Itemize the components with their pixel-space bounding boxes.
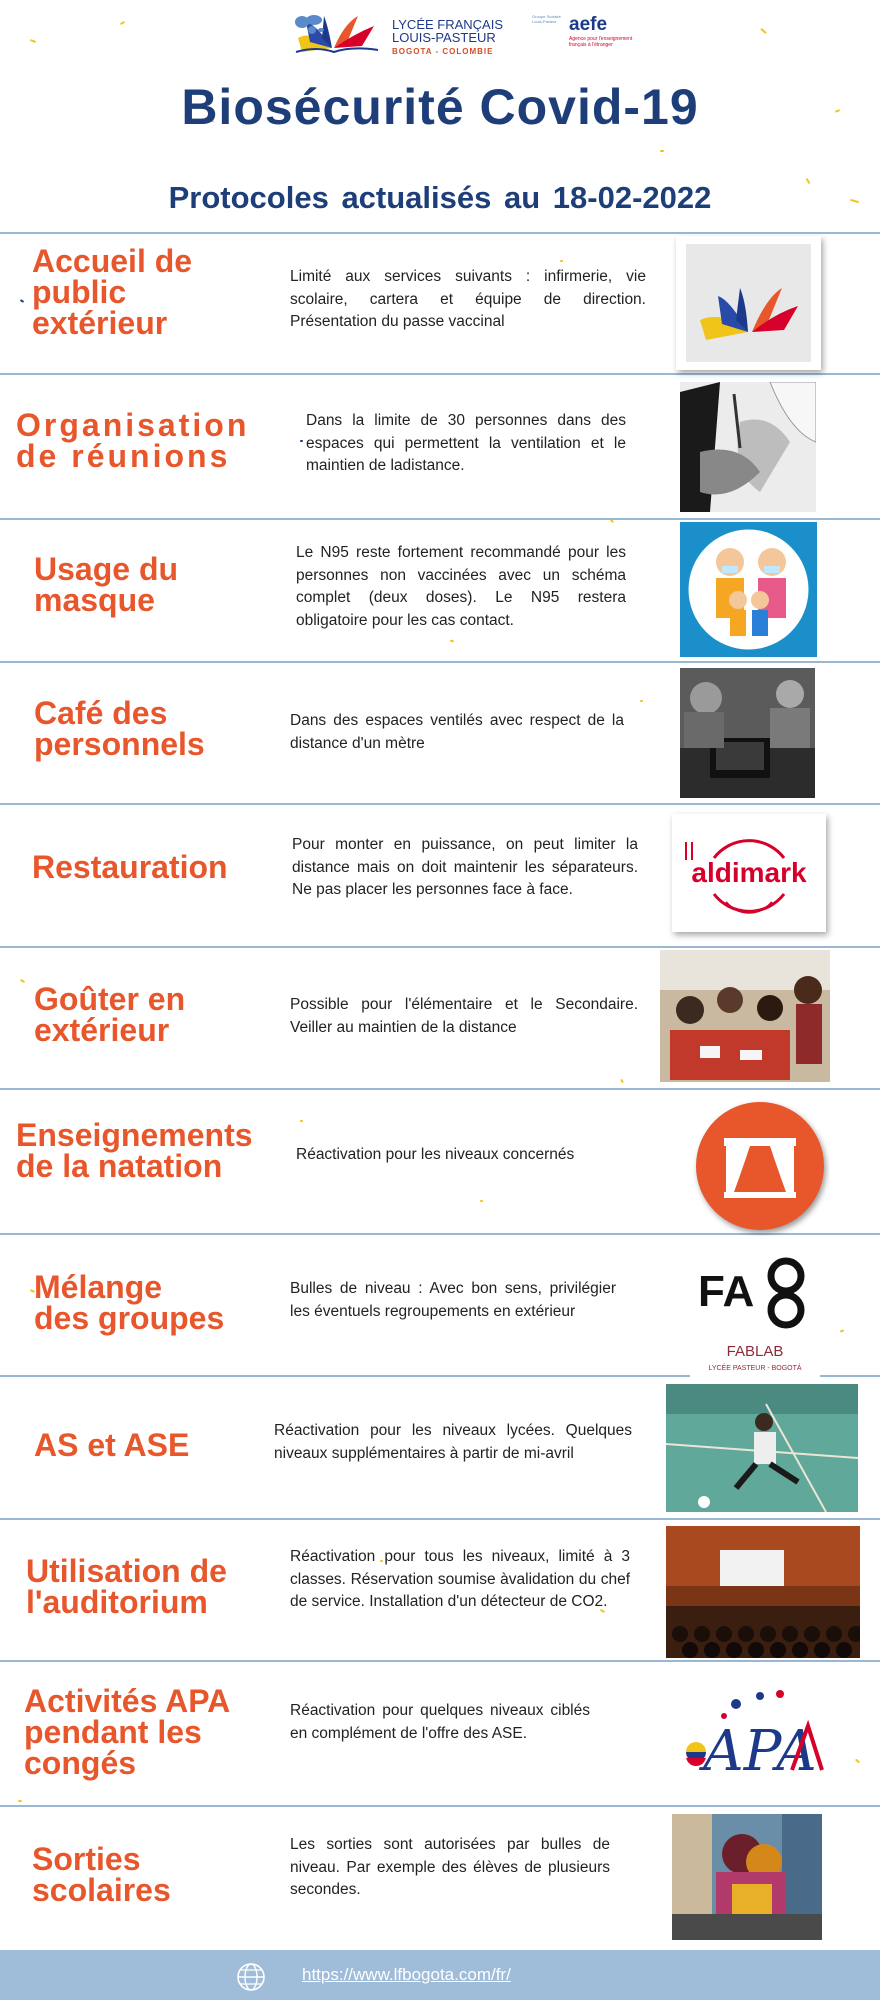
hug-photo (672, 1814, 822, 1940)
world-map-icon (292, 8, 326, 38)
confetti-piece (840, 1329, 844, 1332)
school-name: LYCÉE FRANÇAIS LOUIS-PASTEUR (392, 17, 504, 45)
protocol-description: Dans la limite de 30 personnes dans des espaces qui permettent la ventilation et le maintien de ladistance. (306, 412, 626, 474)
protocol-description: Les sorties sont autorisées par bulles de niveau. Par exemple des élèves de plusieurs secondes. (290, 1836, 610, 1898)
row-divider (0, 803, 880, 805)
protocol-title: Mélange des groupes (34, 1269, 225, 1336)
school-logo[interactable] (292, 8, 672, 58)
protocol-description: Réactivation pour les niveaux concernés (296, 1146, 575, 1163)
confetti-piece (560, 260, 563, 262)
students-snack-photo (660, 950, 830, 1082)
confetti-piece (855, 1759, 860, 1764)
protocol-title: Organisation de réunions (16, 407, 250, 474)
staff-cafe-photo (680, 668, 815, 798)
protocol-description: Limité aux services suivants : infirmerie, vie scolaire, cartera et équipe de direction. Présentation du passe vaccinal (290, 268, 646, 330)
confetti-piece (620, 1079, 624, 1083)
confetti-piece (480, 1200, 483, 1202)
footer-bar (0, 1950, 880, 2000)
confetti-piece (20, 299, 24, 303)
protocol-title: Activités APA pendant les congés (24, 1683, 231, 1781)
protocol-description: Pour monter en puissance, on peut limiter la distance mais on doit maintenir les séparateurs. Ne pas placer les personnes face à face. (292, 836, 638, 898)
website-link[interactable]: https://www.lfbogota.com/fr/ (302, 1965, 511, 1984)
protocol-title: Goûter en extérieur (34, 981, 186, 1048)
confetti-piece (300, 1120, 303, 1122)
lfp-logo-image (676, 236, 821, 370)
page-subtitle: Protocoles actualisés au 18-02-2022 (168, 180, 712, 215)
aefe-brand: aefe (569, 14, 608, 35)
protocol-description: Réactivation pour quelques niveaux ciblés en complément de l'offre des ASE. (290, 1702, 590, 1742)
row-divider (0, 946, 880, 948)
aldimark-logo (672, 814, 826, 932)
globe-icon (236, 1962, 266, 1992)
row-divider (0, 1805, 880, 1807)
protocol-description: Réactivation pour les niveaux lycées. Quelques niveaux supplémentaires à partir de mi-avril (274, 1422, 632, 1462)
fablab-logo (690, 1248, 820, 1378)
protocol-title: AS et ASE (34, 1427, 190, 1463)
school-city: BOGOTA - COLOMBIE (392, 47, 494, 56)
protocol-title: Enseignements de la natation (16, 1117, 253, 1184)
row-divider (0, 661, 880, 663)
protocol-description: Le N95 reste fortement recommandé pour les personnes non vaccinées avec un schéma complet (deux doses). Le N95 restera obligatoire pour les cas contact. (296, 544, 626, 629)
row-divider (0, 232, 880, 234)
theater-icon (690, 1096, 830, 1236)
apa-logo (672, 1680, 828, 1790)
row-divider (0, 1518, 880, 1520)
confetti-piece (640, 700, 643, 702)
sports-photo (666, 1384, 858, 1512)
aefe-tagline: Agence pour l'enseignement français à l'étranger (569, 36, 633, 48)
protocol-title: Accueil de public extérieur (32, 243, 193, 341)
row-divider (0, 1088, 880, 1090)
confetti-piece (300, 440, 303, 442)
protocol-title: Usage du masque (34, 551, 179, 618)
fablab-brand: FABLAB (726, 1343, 784, 1360)
protocol-title: Utilisation de l'auditorium (26, 1553, 227, 1620)
protocol-title: Restauration (32, 849, 228, 885)
protocol-description: Dans des espaces ventilés avec respect de la distance d'un mètre (290, 712, 624, 752)
protocol-title: Café des personnels (34, 695, 205, 762)
apa-brand-text: APA (703, 1719, 817, 1784)
network-label: Groupe Scolaire Louis-Pasteur (532, 14, 561, 24)
meeting-photo (680, 382, 816, 512)
protocol-description: Réactivation pour tous les niveaux, limité à 3 classes. Réservation soumise àvalidation du chef de service. Installation d'un détecteur de CO2. (290, 1548, 630, 1610)
fab-mark: FA (698, 1267, 755, 1316)
confetti-piece (450, 639, 454, 642)
fablab-sub: LYCÉE PASTEUR - BOGOTÁ (708, 1365, 802, 1372)
confetti-piece (20, 979, 25, 983)
row-divider (0, 1660, 880, 1662)
protocol-description: Possible pour l'élémentaire et le Secondaire. Veiller au maintien de la distance (290, 996, 638, 1036)
auditorium-photo (666, 1526, 860, 1658)
row-divider (0, 518, 880, 520)
page-header (0, 0, 880, 232)
row-divider (0, 373, 880, 375)
protocol-title: Sorties scolaires (32, 1841, 171, 1908)
page-title: Biosécurité Covid-19 (181, 79, 699, 135)
family-masks-illustration (680, 522, 817, 657)
confetti-piece (18, 1800, 22, 1803)
aldimark-brand-text: aldimark (691, 857, 807, 888)
protocol-description: Bulles de niveau : Avec bon sens, privilégier les éventuels regroupements en extérieur (290, 1280, 616, 1320)
